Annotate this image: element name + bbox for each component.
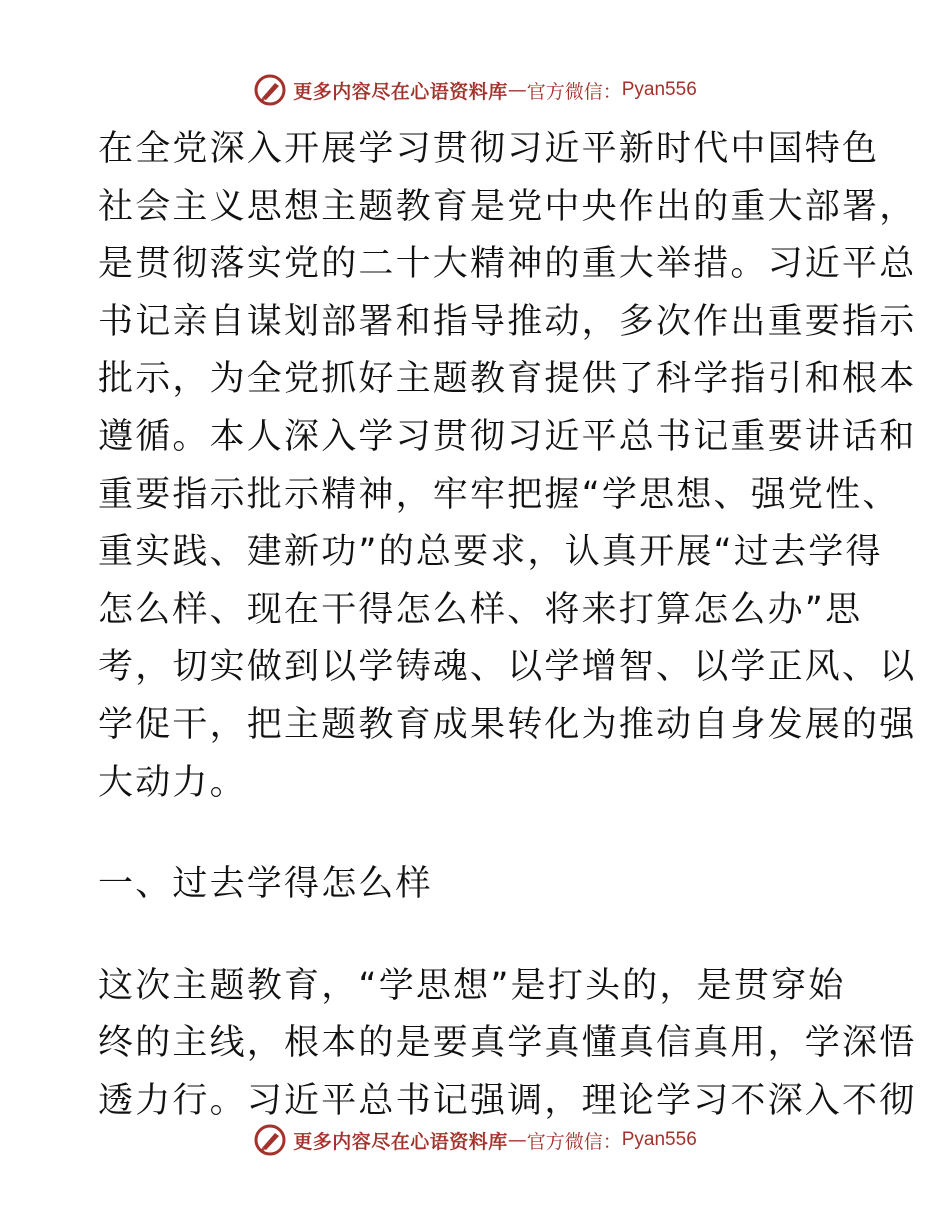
document-body [98,121,917,1131]
banner-title: 更多内容尽在心语资料库 [293,1130,508,1153]
paragraph-gap [98,812,858,856]
banner-title: 更多内容尽在心语资料库 [293,80,508,103]
text-line: 透力行。习近平总书记强调，理论学习不深入不彻 [98,1080,917,1121]
text-line: 遵循。本人深入学习贯彻习近平总书记重要讲话和 [98,416,917,457]
text-line: 是贯彻落实党的二十大精神的重大举措。习近平总 [98,244,917,285]
text-line: 重要指示批示精神，牢牢把握“学思想、强党性、 [98,474,900,515]
text-line: 重实践、建新功”的总要求，认真开展“过去学得 [98,532,883,573]
banner-wechat-id: Pyan556 [621,79,697,100]
text-line: 学促干，把主题教育成果转化为推动自身发展的强 [98,704,917,745]
text-line: 书记亲自谋划部署和指导推动，多次作出重要指示 [98,301,917,342]
text-line: 终的主线，根本的是要真学真懂真信真用，学深悟 [98,1023,917,1064]
header-banner [0,70,950,110]
text-line: 大动力。 [98,762,247,803]
text-line: 社会主义思想主题教育是党中央作出的重大部署， [98,186,917,227]
paragraph-intro [98,121,917,812]
paragraph-gap [98,914,858,958]
banner-wechat-id: Pyan556 [621,1129,697,1150]
banner-dash: — [507,79,527,101]
text-line: 考，切实做到以学铸魂、以学增智、以学正风、以 [98,647,917,688]
section-heading: 一、过去学得怎么样 [98,864,433,905]
pen-logo-icon [253,1123,287,1157]
text-line: 这次主题教育，“学思想”是打头的，是贯穿始 [98,965,846,1006]
banner-dash: — [507,1129,527,1151]
text-line: 批示，为全党抓好主题教育提供了科学指引和根本 [98,359,917,400]
footer-banner [0,1120,950,1160]
banner-wechat-label: 官方微信： [526,1130,622,1153]
pen-logo-icon [253,73,287,107]
text-line: 在全党深入开展学习贯彻习近平新时代中国特色 [98,129,880,169]
banner-wechat-label: 官方微信： [526,80,622,103]
paragraph-section-one [98,958,917,1131]
text-line: 怎么样、现在干得怎么样、将来打算怎么办”思 [98,589,863,630]
